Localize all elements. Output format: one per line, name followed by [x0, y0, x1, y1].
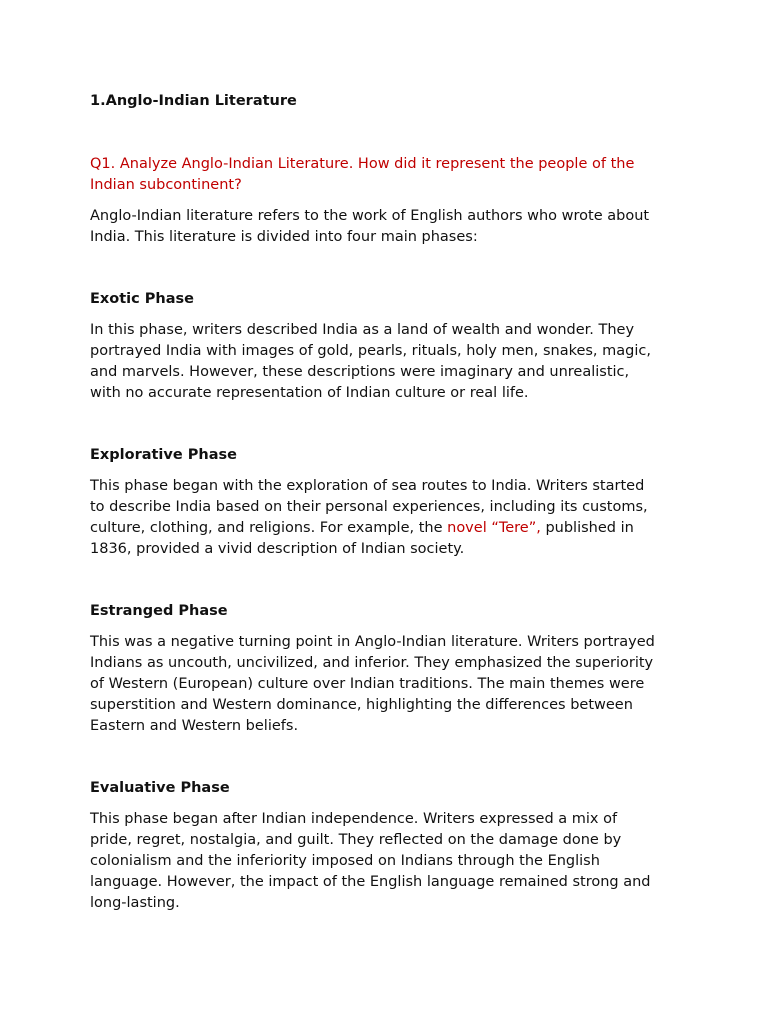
paragraph-line: portrayed India with images of gold, pearls, rituals, holy men, snakes, magic,	[90, 343, 651, 359]
paragraph-line: Indians as uncouth, uncivilized, and inferior. They emphasized the superiority	[90, 655, 654, 671]
question-text	[90, 154, 682, 196]
paragraph-line: Eastern and Western beliefs.	[90, 718, 299, 734]
paragraph-text: culture, clothing, and religions. For example, the	[90, 520, 448, 536]
section-heading-explorative: Explorative Phase	[90, 447, 237, 463]
paragraph-line: language. However, the impact of the English language remained strong and	[90, 874, 651, 890]
paragraph-line: colonialism and the inferiority imposed on Indians through the English	[90, 853, 600, 869]
question-line: Indian subcontinent?	[90, 177, 242, 193]
question-line: Q1. Analyze Anglo-Indian Literature. How did it represent the people of the	[90, 156, 635, 172]
paragraph-text: published in	[540, 520, 634, 536]
paragraph-line: This phase began after Indian independence. Writers expressed a mix of	[90, 811, 618, 827]
paragraph-line: pride, regret, nostalgia, and guilt. They reflected on the damage done by	[90, 832, 622, 848]
intro-line: India. This literature is divided into four main phases:	[90, 229, 478, 245]
paragraph-line: superstition and Western dominance, highlighting the differences between	[90, 697, 633, 713]
section-heading-estranged: Estranged Phase	[90, 603, 228, 619]
document-title: 1.Anglo-Indian Literature	[90, 93, 297, 109]
section-paragraph-explorative	[90, 476, 682, 560]
paragraph-line: In this phase, writers described India as a land of wealth and wonder. They	[90, 322, 635, 338]
paragraph-line: to describe India based on their personal experiences, including its customs,	[90, 499, 648, 515]
section-paragraph-estranged	[90, 632, 682, 737]
section-paragraph-exotic	[90, 320, 682, 404]
section-heading-evaluative: Evaluative Phase	[90, 780, 230, 796]
highlighted-novel-reference: novel “Tere”,	[447, 520, 541, 536]
paragraph-line: 1836, provided a vivid description of Indian society.	[90, 541, 465, 557]
section-heading-exotic: Exotic Phase	[90, 291, 194, 307]
paragraph-line: and marvels. However, these descriptions were imaginary and unrealistic,	[90, 364, 630, 380]
paragraph-line: with no accurate representation of Indian culture or real life.	[90, 385, 529, 401]
intro-line: Anglo-Indian literature refers to the work of English authors who wrote about	[90, 208, 650, 224]
paragraph-line: long-lasting.	[90, 895, 180, 911]
paragraph-line	[90, 518, 682, 539]
intro-paragraph	[90, 206, 682, 248]
section-paragraph-evaluative	[90, 809, 682, 914]
paragraph-line: This was a negative turning point in Anglo-Indian literature. Writers portrayed	[90, 634, 655, 650]
paragraph-line: This phase began with the exploration of sea routes to India. Writers started	[90, 478, 645, 494]
paragraph-line: of Western (European) culture over Indian traditions. The main themes were	[90, 676, 645, 692]
